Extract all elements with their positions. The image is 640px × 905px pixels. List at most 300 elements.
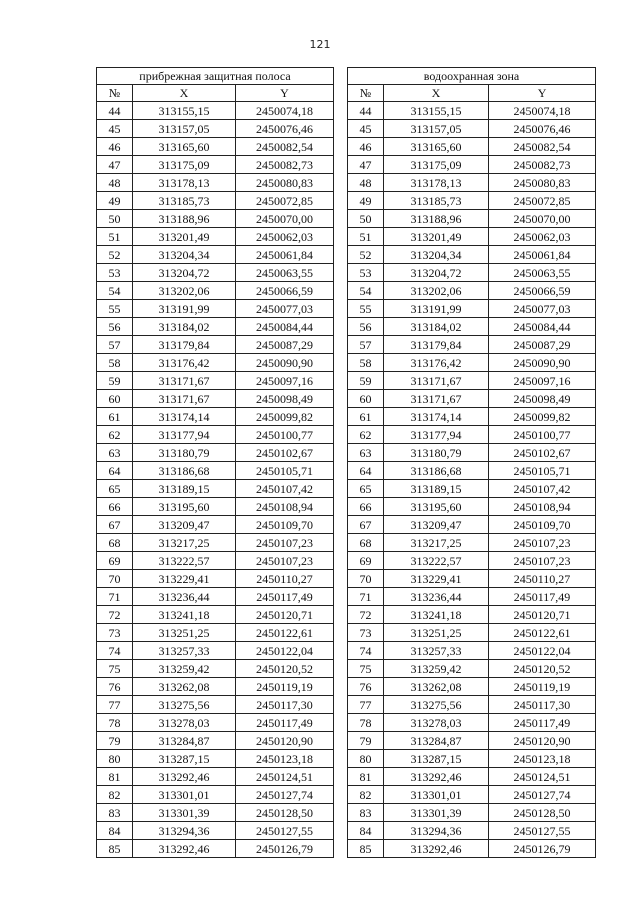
left-cell-x: 313284,87 [133,732,236,750]
table-row [97,210,596,228]
right-cell-x: 313294,36 [384,822,489,840]
column-gap [334,372,348,390]
right-cell-number: 72 [348,606,384,624]
column-gap [334,552,348,570]
right-cell-y: 2450098,49 [489,390,596,408]
table-row [97,138,596,156]
left-cell-number: 83 [97,804,133,822]
right-cell-x: 313184,02 [384,318,489,336]
right-cell-x: 313188,96 [384,210,489,228]
right-cell-y: 2450122,61 [489,624,596,642]
right-cell-x: 313180,79 [384,444,489,462]
left-cell-number: 47 [97,156,133,174]
left-col-number-header: № [97,85,133,102]
right-cell-y: 2450117,49 [489,714,596,732]
table-row [97,696,596,714]
right-cell-y: 2450117,30 [489,696,596,714]
table-row [97,354,596,372]
right-cell-x: 313217,25 [384,534,489,552]
left-cell-y: 2450108,94 [236,498,334,516]
right-cell-y: 2450128,50 [489,804,596,822]
right-cell-y: 2450110,27 [489,570,596,588]
left-cell-y: 2450087,29 [236,336,334,354]
column-gap [334,516,348,534]
left-cell-number: 75 [97,660,133,678]
right-cell-y: 2450120,52 [489,660,596,678]
right-cell-x: 313251,25 [384,624,489,642]
left-cell-x: 313176,42 [133,354,236,372]
table-row [97,102,596,120]
table-row [97,714,596,732]
left-cell-number: 65 [97,480,133,498]
left-cell-number: 62 [97,426,133,444]
right-cell-y: 2450117,49 [489,588,596,606]
left-cell-y: 2450080,83 [236,174,334,192]
column-gap [334,336,348,354]
left-cell-x: 313189,15 [133,480,236,498]
right-cell-number: 74 [348,642,384,660]
left-cell-x: 313155,15 [133,102,236,120]
right-cell-y: 2450076,46 [489,120,596,138]
left-cell-x: 313179,84 [133,336,236,354]
left-cell-y: 2450077,03 [236,300,334,318]
right-cell-y: 2450066,59 [489,282,596,300]
column-gap [334,444,348,462]
left-cell-number: 78 [97,714,133,732]
column-gap [334,102,348,120]
left-cell-number: 60 [97,390,133,408]
column-gap [334,174,348,192]
right-cell-number: 82 [348,786,384,804]
column-gap [334,85,348,102]
right-cell-number: 64 [348,462,384,480]
right-cell-number: 73 [348,624,384,642]
table-row [97,498,596,516]
right-cell-x: 313292,46 [384,840,489,858]
left-cell-number: 77 [97,696,133,714]
right-cell-x: 313171,67 [384,390,489,408]
left-cell-x: 313184,02 [133,318,236,336]
right-cell-x: 313189,15 [384,480,489,498]
left-cell-number: 74 [97,642,133,660]
column-gap [334,120,348,138]
left-cell-y: 2450117,49 [236,714,334,732]
left-cell-number: 52 [97,246,133,264]
table-row [97,642,596,660]
column-gap [334,498,348,516]
right-cell-y: 2450123,18 [489,750,596,768]
left-cell-number: 46 [97,138,133,156]
column-gap [334,714,348,732]
right-cell-x: 313185,73 [384,192,489,210]
table-row [97,246,596,264]
left-cell-x: 313236,44 [133,588,236,606]
left-cell-y: 2450128,50 [236,804,334,822]
column-gap [334,68,348,85]
left-cell-number: 80 [97,750,133,768]
right-cell-number: 62 [348,426,384,444]
right-cell-x: 313176,42 [384,354,489,372]
left-cell-y: 2450082,54 [236,138,334,156]
column-gap [334,228,348,246]
left-cell-y: 2450127,74 [236,786,334,804]
right-cell-y: 2450120,90 [489,732,596,750]
right-cell-y: 2450061,84 [489,246,596,264]
right-cell-number: 59 [348,372,384,390]
left-cell-x: 313292,46 [133,840,236,858]
left-cell-number: 68 [97,534,133,552]
right-cell-x: 313275,56 [384,696,489,714]
right-cell-x: 313292,46 [384,768,489,786]
right-cell-x: 313195,60 [384,498,489,516]
left-cell-x: 313175,09 [133,156,236,174]
right-cell-y: 2450107,23 [489,552,596,570]
left-cell-number: 61 [97,408,133,426]
left-cell-x: 313204,34 [133,246,236,264]
left-cell-y: 2450120,71 [236,606,334,624]
left-cell-x: 313195,60 [133,498,236,516]
left-cell-x: 313301,01 [133,786,236,804]
left-cell-y: 2450061,84 [236,246,334,264]
right-cell-x: 313204,72 [384,264,489,282]
right-cell-y: 2450122,04 [489,642,596,660]
right-cell-number: 65 [348,480,384,498]
left-cell-number: 64 [97,462,133,480]
right-cell-number: 70 [348,570,384,588]
column-gap [334,354,348,372]
right-cell-number: 52 [348,246,384,264]
column-gap [334,426,348,444]
left-cell-x: 313301,39 [133,804,236,822]
right-cell-x: 313287,15 [384,750,489,768]
left-cell-x: 313287,15 [133,750,236,768]
left-cell-number: 50 [97,210,133,228]
column-gap [334,138,348,156]
right-cell-number: 85 [348,840,384,858]
table-row [97,588,596,606]
right-cell-number: 60 [348,390,384,408]
right-cell-x: 313222,57 [384,552,489,570]
left-cell-number: 70 [97,570,133,588]
left-cell-y: 2450109,70 [236,516,334,534]
left-cell-x: 313217,25 [133,534,236,552]
table-row [97,426,596,444]
right-cell-number: 45 [348,120,384,138]
left-cell-number: 66 [97,498,133,516]
right-cell-number: 63 [348,444,384,462]
table-row [97,624,596,642]
right-cell-x: 313284,87 [384,732,489,750]
right-cell-number: 55 [348,300,384,318]
right-cell-number: 81 [348,768,384,786]
table-row [97,840,596,858]
right-cell-x: 313175,09 [384,156,489,174]
column-gap [334,390,348,408]
left-cell-number: 81 [97,768,133,786]
right-cell-y: 2450105,71 [489,462,596,480]
right-cell-number: 46 [348,138,384,156]
right-cell-y: 2450082,73 [489,156,596,174]
table-row [97,174,596,192]
column-gap [334,606,348,624]
right-cell-number: 67 [348,516,384,534]
right-cell-x: 313301,39 [384,804,489,822]
coordinates-table [96,67,596,858]
right-cell-x: 313186,68 [384,462,489,480]
right-cell-x: 313259,42 [384,660,489,678]
table-row [97,750,596,768]
table-row [97,156,596,174]
left-cell-y: 2450123,18 [236,750,334,768]
right-cell-y: 2450084,44 [489,318,596,336]
right-cell-y: 2450063,55 [489,264,596,282]
right-cell-number: 80 [348,750,384,768]
left-cell-x: 313174,14 [133,408,236,426]
right-cell-y: 2450080,83 [489,174,596,192]
right-cell-x: 313278,03 [384,714,489,732]
left-cell-x: 313177,94 [133,426,236,444]
left-cell-number: 57 [97,336,133,354]
column-gap [334,822,348,840]
right-cell-number: 75 [348,660,384,678]
left-cell-x: 313204,72 [133,264,236,282]
right-col-number-header: № [348,85,384,102]
left-cell-x: 313292,46 [133,768,236,786]
left-cell-y: 2450072,85 [236,192,334,210]
left-table-title: прибрежная защитная полоса [97,68,334,85]
table-row [97,372,596,390]
left-cell-y: 2450102,67 [236,444,334,462]
right-cell-y: 2450070,00 [489,210,596,228]
left-cell-number: 73 [97,624,133,642]
right-cell-y: 2450109,70 [489,516,596,534]
left-cell-x: 313191,99 [133,300,236,318]
left-cell-number: 71 [97,588,133,606]
column-gap [334,588,348,606]
left-cell-y: 2450084,44 [236,318,334,336]
left-cell-x: 313188,96 [133,210,236,228]
table-row [97,336,596,354]
right-cell-y: 2450097,16 [489,372,596,390]
table-row [97,264,596,282]
left-cell-y: 2450074,18 [236,102,334,120]
left-cell-number: 58 [97,354,133,372]
left-cell-number: 63 [97,444,133,462]
left-cell-x: 313241,18 [133,606,236,624]
column-gap [334,840,348,858]
left-cell-number: 82 [97,786,133,804]
left-cell-number: 51 [97,228,133,246]
left-cell-x: 313262,08 [133,678,236,696]
right-cell-y: 2450107,23 [489,534,596,552]
left-cell-y: 2450098,49 [236,390,334,408]
column-gap [334,786,348,804]
column-gap [334,804,348,822]
column-gap [334,570,348,588]
left-cell-x: 313202,06 [133,282,236,300]
right-cell-x: 313165,60 [384,138,489,156]
left-cell-number: 79 [97,732,133,750]
left-cell-number: 45 [97,120,133,138]
table-row [97,768,596,786]
right-cell-x: 313241,18 [384,606,489,624]
left-cell-x: 313278,03 [133,714,236,732]
right-cell-y: 2450119,19 [489,678,596,696]
left-cell-x: 313171,67 [133,372,236,390]
table-row [97,606,596,624]
right-cell-x: 313209,47 [384,516,489,534]
header-row [97,85,596,102]
left-cell-y: 2450063,55 [236,264,334,282]
table-row [97,570,596,588]
left-cell-number: 84 [97,822,133,840]
right-cell-y: 2450074,18 [489,102,596,120]
right-cell-number: 58 [348,354,384,372]
right-col-y-header: Y [489,85,596,102]
left-cell-x: 313201,49 [133,228,236,246]
right-cell-number: 79 [348,732,384,750]
right-cell-x: 313202,06 [384,282,489,300]
column-gap [334,642,348,660]
left-col-x-header: X [133,85,236,102]
right-cell-x: 313301,01 [384,786,489,804]
left-cell-number: 48 [97,174,133,192]
left-cell-y: 2450099,82 [236,408,334,426]
column-gap [334,246,348,264]
left-cell-x: 313222,57 [133,552,236,570]
left-cell-x: 313275,56 [133,696,236,714]
left-cell-y: 2450117,30 [236,696,334,714]
table-row [97,462,596,480]
right-col-x-header: X [384,85,489,102]
column-gap [334,264,348,282]
left-cell-y: 2450110,27 [236,570,334,588]
right-cell-y: 2450099,82 [489,408,596,426]
left-cell-y: 2450082,73 [236,156,334,174]
table-row [97,444,596,462]
right-cell-number: 78 [348,714,384,732]
left-cell-y: 2450107,23 [236,534,334,552]
right-cell-y: 2450107,42 [489,480,596,498]
page-number: 121 [309,38,331,51]
right-cell-y: 2450100,77 [489,426,596,444]
right-cell-number: 66 [348,498,384,516]
table-row [97,822,596,840]
right-cell-y: 2450126,79 [489,840,596,858]
left-cell-y: 2450117,49 [236,588,334,606]
left-cell-number: 67 [97,516,133,534]
right-cell-number: 68 [348,534,384,552]
left-cell-x: 313171,67 [133,390,236,408]
left-cell-number: 85 [97,840,133,858]
title-row [97,68,596,85]
right-cell-x: 313157,05 [384,120,489,138]
right-cell-x: 313201,49 [384,228,489,246]
table-row [97,192,596,210]
column-gap [334,696,348,714]
left-cell-y: 2450120,52 [236,660,334,678]
table-row [97,552,596,570]
right-cell-y: 2450102,67 [489,444,596,462]
right-cell-number: 48 [348,174,384,192]
table-row [97,282,596,300]
left-cell-y: 2450090,90 [236,354,334,372]
right-cell-number: 83 [348,804,384,822]
left-cell-x: 313209,47 [133,516,236,534]
right-cell-number: 56 [348,318,384,336]
left-col-y-header: Y [236,85,334,102]
column-gap [334,282,348,300]
right-cell-x: 313179,84 [384,336,489,354]
left-cell-x: 313186,68 [133,462,236,480]
right-cell-x: 313171,67 [384,372,489,390]
right-cell-number: 71 [348,588,384,606]
table-row [97,732,596,750]
column-gap [334,210,348,228]
right-cell-y: 2450127,55 [489,822,596,840]
left-cell-x: 313178,13 [133,174,236,192]
left-cell-x: 313259,42 [133,660,236,678]
column-gap [334,156,348,174]
right-cell-x: 313204,34 [384,246,489,264]
column-gap [334,318,348,336]
left-cell-x: 313251,25 [133,624,236,642]
right-cell-x: 313155,15 [384,102,489,120]
right-cell-number: 69 [348,552,384,570]
table-row [97,300,596,318]
right-cell-x: 313177,94 [384,426,489,444]
right-cell-number: 61 [348,408,384,426]
left-cell-y: 2450076,46 [236,120,334,138]
right-cell-x: 313229,41 [384,570,489,588]
right-cell-x: 313262,08 [384,678,489,696]
column-gap [334,462,348,480]
left-cell-y: 2450119,19 [236,678,334,696]
left-cell-number: 49 [97,192,133,210]
column-gap [334,678,348,696]
table-row [97,804,596,822]
column-gap [334,300,348,318]
right-cell-x: 313191,99 [384,300,489,318]
right-cell-y: 2450087,29 [489,336,596,354]
left-cell-y: 2450097,16 [236,372,334,390]
left-cell-y: 2450122,61 [236,624,334,642]
right-cell-y: 2450077,03 [489,300,596,318]
column-gap [334,480,348,498]
right-cell-number: 57 [348,336,384,354]
column-gap [334,660,348,678]
table-row [97,786,596,804]
column-gap [334,192,348,210]
left-cell-x: 313165,60 [133,138,236,156]
left-cell-x: 313229,41 [133,570,236,588]
column-gap [334,534,348,552]
right-table-title: водоохранная зона [348,68,596,85]
left-cell-y: 2450107,23 [236,552,334,570]
right-cell-y: 2450090,90 [489,354,596,372]
left-cell-number: 53 [97,264,133,282]
right-cell-y: 2450062,03 [489,228,596,246]
table-row [97,534,596,552]
left-cell-number: 54 [97,282,133,300]
left-cell-y: 2450105,71 [236,462,334,480]
column-gap [334,732,348,750]
right-cell-y: 2450120,71 [489,606,596,624]
left-cell-number: 72 [97,606,133,624]
right-cell-number: 51 [348,228,384,246]
right-cell-number: 49 [348,192,384,210]
left-cell-y: 2450070,00 [236,210,334,228]
